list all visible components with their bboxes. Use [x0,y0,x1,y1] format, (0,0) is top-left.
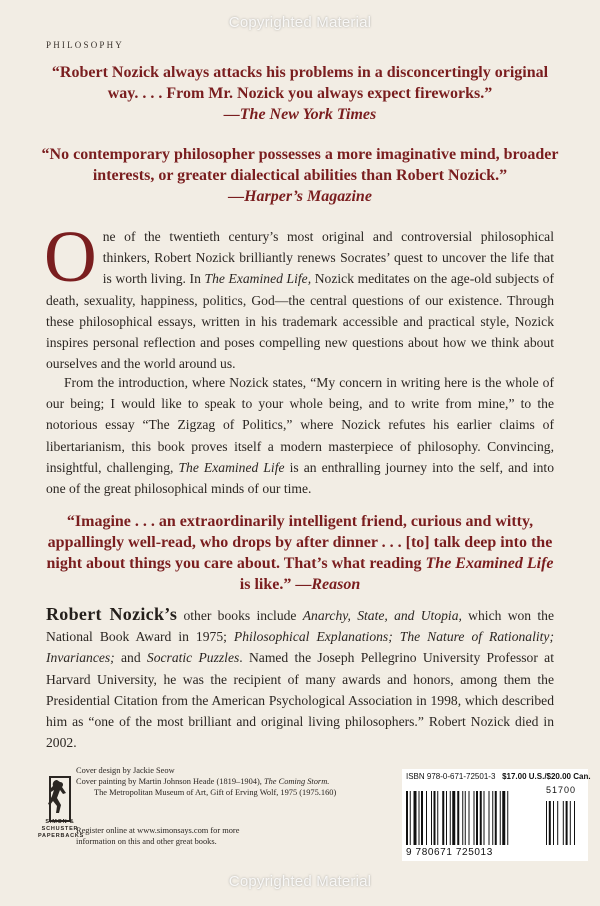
bio-text: . Named the Joseph Pellegrino University Professor at Harvard University, he was the recipient of many awards and honors, among them the Presidential Citation from the American Psychological Association in 1998, which described him as “one of the most brilliant and original living philosophers.” Robert Nozick died in 2002. [46,650,554,751]
painting-title: The Coming Storm. [263,776,330,786]
register-note [76,826,326,848]
barcode-digits: 9 780671 725013 [406,847,493,858]
credit-text: Cover painting by Martin Johnson Heade (1819–1904), [76,776,264,786]
paragraph-text: From the introduction, where Nozick states, “My concern in writing here is the whole of our being; I would like to speak to your whole being, and to write from mine,” to the notorious essay “The Zigzag of Politics,” where Nozick refutes his earlier claims of libertarianism, this book proves itself a modern masterpiece of philosophy. Convincing, insightful, challenging, [46,375,554,475]
credit-line: Cover design by Jackie Seow [76,766,175,775]
isbn-price-line [406,772,591,781]
quote-reason [40,511,560,595]
barcode-icon [406,791,586,847]
quote-text: “Robert Nozick always attacks his problems in a disconcertingly original way. . . . From Mr. Nozick you always expect fireworks.” [51,64,549,102]
description-paragraph-2 [46,372,554,499]
author-bio [46,604,554,753]
quote-source: —The New York Times [223,106,377,123]
book-title: Invariances; [46,650,115,666]
book-title: Socratic Puzzles [146,650,240,666]
register-line: information on this and other great books. [76,836,217,846]
quote-text: “Imagine . . . an extraordinarily intelligent friend, curious and witty, appallingly well-read, who drops by after dinner . . . [to] talk deep into the night about things you care about. That’s what reading [46,513,553,572]
bio-text: and [114,650,147,666]
book-title: The Examined Life, [204,271,312,287]
watermark-top: Copyrighted Material [228,14,372,31]
bio-text [393,629,400,644]
book-title: The Nature of Rationality; [399,629,554,645]
quote-new-york-times [40,62,560,125]
barcode-box [402,769,591,861]
quote-source: —Harper’s Magazine [228,188,372,205]
publisher-name-line: SIMON & [45,819,75,825]
book-title: Anarchy, State, and Utopia, [302,608,462,623]
publisher-name-line: PAPERBACKS [38,833,85,839]
credit-line: The Metropolitan Museum of Art, Gift of Erving Wolf, 1975 (1975.160) [94,787,337,797]
book-title: Philosophical Explanations; [233,629,393,645]
quote-source: Reason [311,576,361,593]
barcode-addon-number: 51700 [546,785,577,795]
bio-text: which won the National Book Award in 1975; [46,608,554,645]
credit-line [76,777,416,788]
quote-text: “No contemporary philosopher possesses a more imaginative mind, broader interests, or greater dialectical abilities than Robert Nozick.” [41,146,559,184]
isbn: ISBN 978-0-671-72501-3 [406,772,496,781]
publisher-name-line: SCHUSTER [41,826,79,832]
paragraph-text: is an enthralling journey into the self, and into one of the great philosophical minds of our time. [46,459,554,497]
author-name: Robert Nozick’s [46,604,178,624]
paragraph-text: Nozick meditates on the age-old subjects of death, sexuality, happiness, politics, God—the central questions of our existence. Through these philosophical essays, written in his trademark accessible and practical style, Nozick inspires personal reflection and poses compelling new questions about how we think about ourselves and the world around us. [46,271,555,372]
watermark-bottom: Copyrighted Material [228,873,372,890]
drop-cap: O [44,216,97,297]
paragraph-text: ne of the twentieth century’s most original and controversial philosophical thinkers, Robert Nozick brilliantly renews Socrates’ quest to uncover the life that is worth living. In [102,229,554,287]
price: $17.00 U.S./$20.00 Can. [502,772,591,781]
book-title: The Examined Life [425,555,554,572]
book-title: The Examined Life [178,459,285,475]
cover-credits [76,766,416,798]
quote-harpers [40,144,560,207]
description-paragraph-1 [44,216,555,374]
bio-text: other books include [177,608,303,623]
register-line: Register online at www.simonsays.com for more [76,826,240,835]
quote-text: is like.” — [239,576,312,593]
category-label: PHILOSOPHY [46,40,125,50]
